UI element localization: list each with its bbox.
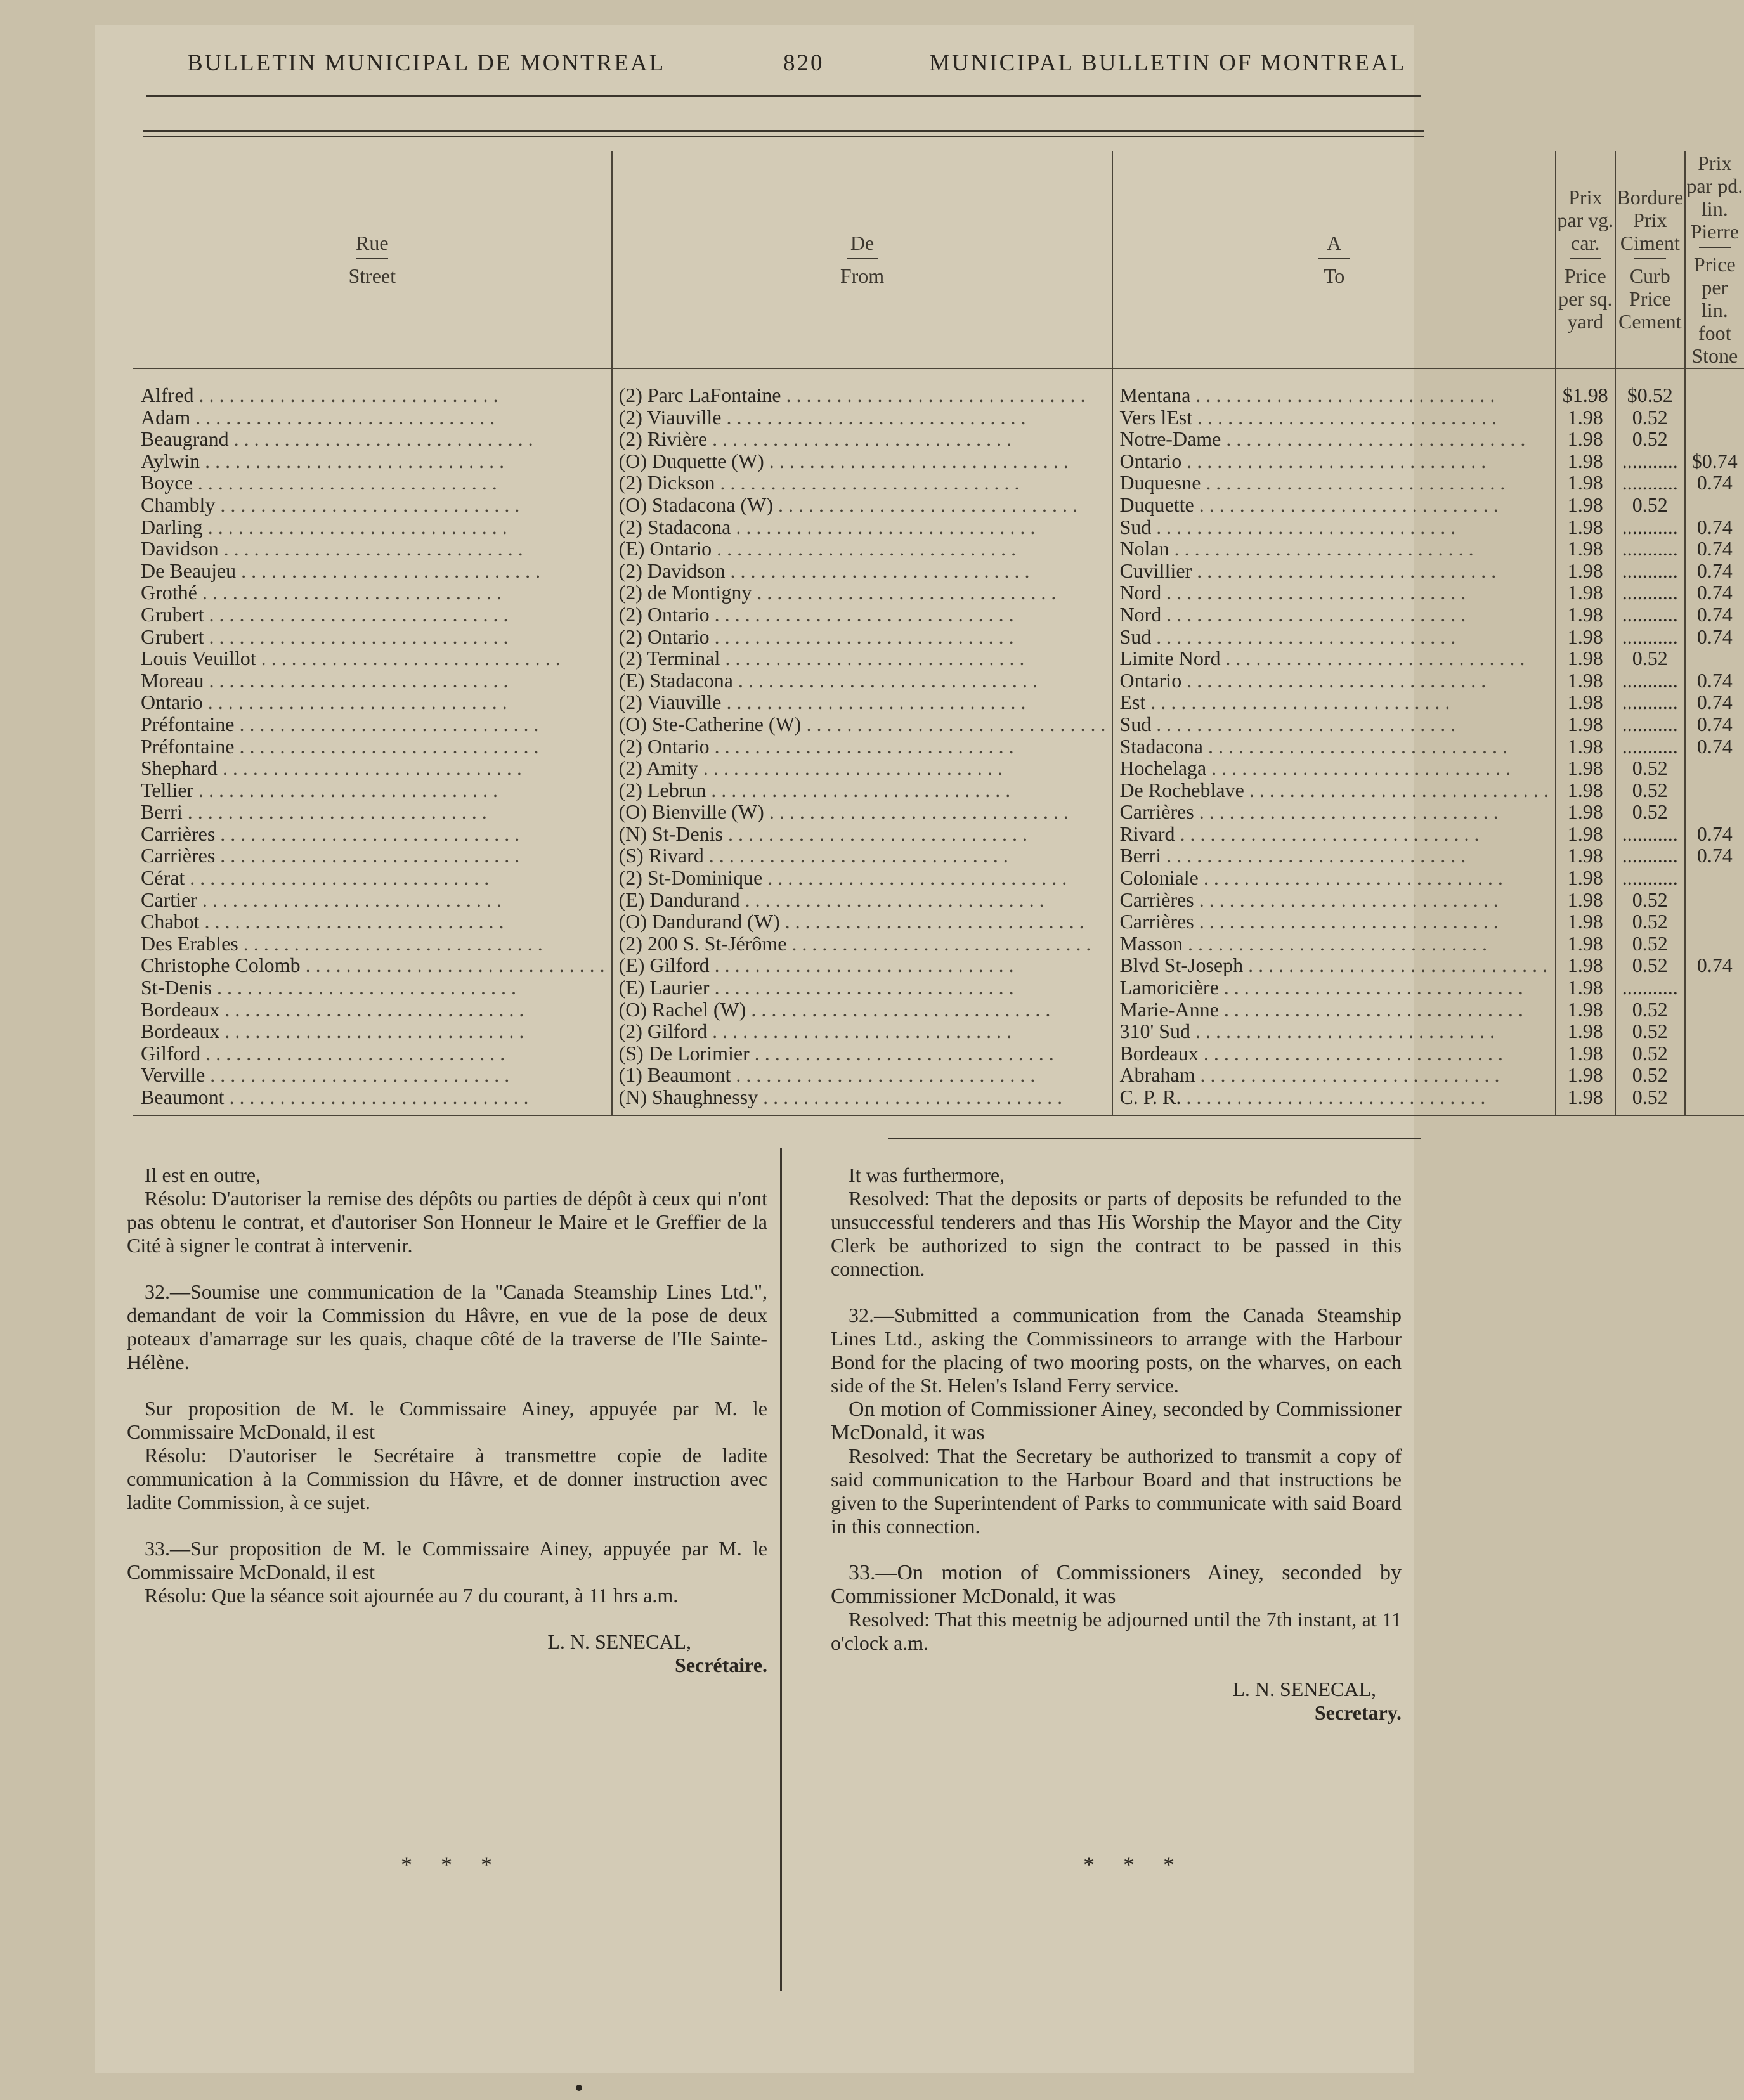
cell-price-sq-yard: 1.98 xyxy=(1556,604,1615,626)
cell-from: (O) Rachel (W) . . . xyxy=(612,999,1113,1021)
cell-stone-price: 0.74 xyxy=(1685,472,1744,494)
cell-street: Carrières . . . xyxy=(133,845,612,867)
column-header-to: A To xyxy=(1112,151,1555,368)
cell-curb-price: ........... xyxy=(1615,670,1685,692)
cell-stone-price: 0.74 xyxy=(1685,691,1744,713)
english-signature-title: Secretary. xyxy=(1314,1701,1402,1724)
cell-street: Des Erables . . . xyxy=(133,933,612,955)
cell-price-sq-yard: 1.98 xyxy=(1556,801,1615,823)
table-row xyxy=(133,670,1744,692)
cell-to: Est . . . xyxy=(1112,691,1555,713)
cell-street: Christophe Colomb . . . xyxy=(133,954,612,976)
cell-price-sq-yard: 1.98 xyxy=(1556,560,1615,582)
cell-to: Hochelaga . . . xyxy=(1112,757,1555,779)
french-paragraph-4: Sur proposition de M. le Commissaire Ainey, appuyée par M. le Commissaire McDonald, il est xyxy=(127,1397,767,1443)
price-table xyxy=(133,151,1744,1116)
cell-stone-price: 0.74 xyxy=(1685,581,1744,604)
cell-stone-price xyxy=(1685,867,1744,889)
cell-price-sq-yard: 1.98 xyxy=(1556,976,1615,999)
table-row xyxy=(133,845,1744,867)
cell-price-sq-yard: 1.98 xyxy=(1556,516,1615,538)
cell-stone-price xyxy=(1685,976,1744,999)
cell-street: Grothé . . . xyxy=(133,581,612,604)
english-paragraph-1: It was furthermore, xyxy=(849,1163,1005,1186)
cell-to: Ontario . . . xyxy=(1112,450,1555,472)
cell-from: (E) Stadacona . . . xyxy=(612,670,1113,692)
cell-to: Nord . . . xyxy=(1112,581,1555,604)
cell-to: Sud . . . xyxy=(1112,713,1555,736)
table-top-rule xyxy=(143,130,1424,132)
cell-to: Ontario . . . xyxy=(1112,670,1555,692)
cell-street: Bordeaux . . . xyxy=(133,1020,612,1042)
french-column xyxy=(127,1163,767,1677)
cell-from: (2) Ontario . . . xyxy=(612,626,1113,648)
cell-stone-price: 0.74 xyxy=(1685,823,1744,845)
table-row xyxy=(133,472,1744,494)
cell-to: C. P. R. . . . xyxy=(1112,1086,1555,1115)
cell-to: Blvd St-Joseph . . . xyxy=(1112,954,1555,976)
table-row xyxy=(133,1086,1744,1115)
cell-from: (2) Gilford . . . xyxy=(612,1020,1113,1042)
cell-stone-price: 0.74 xyxy=(1685,516,1744,538)
cell-from: (2) Parc LaFontaine . . . xyxy=(612,368,1113,406)
table-header-row xyxy=(133,151,1744,368)
cell-to: Sud . . . xyxy=(1112,626,1555,648)
cell-to: Limite Nord . . . xyxy=(1112,647,1555,670)
french-signature: L. N. SENECAL, xyxy=(547,1630,691,1653)
cell-curb-price: ........... xyxy=(1615,581,1685,604)
table-row xyxy=(133,999,1744,1021)
cell-from: (E) Laurier . . . xyxy=(612,976,1113,999)
english-paragraph-3: 32.—Submitted a communication from the Canada Steamship Lines Ltd., asking the Commissineors to arrange with the Harbour Bond for the placing of two mooring posts, on the wharves, on each side of the St. Helen's Island Ferry service. xyxy=(831,1304,1402,1397)
cell-price-sq-yard: 1.98 xyxy=(1556,647,1615,670)
cell-price-sq-yard: 1.98 xyxy=(1556,999,1615,1021)
cell-stone-price: 0.74 xyxy=(1685,670,1744,692)
cell-street: Shephard . . . xyxy=(133,757,612,779)
cell-stone-price: 0.74 xyxy=(1685,538,1744,560)
table-row xyxy=(133,954,1744,976)
cell-curb-price: ........... xyxy=(1615,823,1685,845)
english-paragraph-2: Resolved: That the deposits or parts of deposits be refunded to the unsuccessful tenderers and thas His Worship the Mayor and the City Clerk be authorized to sign the contract to be passed in this connection. xyxy=(831,1187,1402,1280)
page-number: 820 xyxy=(783,50,824,76)
cell-street: Préfontaine . . . xyxy=(133,736,612,758)
cell-from: (2) Viauville . . . xyxy=(612,406,1113,429)
french-paragraph-2: Résolu: D'autoriser la remise des dépôts ou parties de dépôt à ceux qui n'ont pas obtenu le contrat, et d'autoriser Son Honneur le Maire et le Greffier de la Cité à signer le contrat à intervenir. xyxy=(127,1187,767,1257)
cell-curb-price: ........... xyxy=(1615,845,1685,867)
cell-from: (2) Stadacona . . . xyxy=(612,516,1113,538)
header-title-english: MUNICIPAL BULLETIN OF MONTREAL xyxy=(929,50,1407,76)
cell-stone-price: 0.74 xyxy=(1685,604,1744,626)
cell-price-sq-yard: 1.98 xyxy=(1556,1064,1615,1086)
cell-stone-price xyxy=(1685,911,1744,933)
table-row xyxy=(133,647,1744,670)
cell-from: (2) Amity . . . xyxy=(612,757,1113,779)
cell-to: Notre-Dame . . . xyxy=(1112,428,1555,450)
cell-street: Préfontaine . . . xyxy=(133,713,612,736)
cell-street: Cérat . . . xyxy=(133,867,612,889)
cell-to: Coloniale . . . xyxy=(1112,867,1555,889)
page-dot xyxy=(576,2085,582,2091)
table-row xyxy=(133,450,1744,472)
cell-from: (O) Stadacona (W) . . . xyxy=(612,494,1113,516)
table-row xyxy=(133,604,1744,626)
cell-stone-price xyxy=(1685,494,1744,516)
cell-stone-price xyxy=(1685,933,1744,955)
cell-curb-price: ........... xyxy=(1615,976,1685,999)
cell-price-sq-yard: 1.98 xyxy=(1556,1086,1615,1115)
column-divider xyxy=(780,1148,782,1991)
cell-stone-price: 0.74 xyxy=(1685,845,1744,867)
cell-curb-price: 0.52 xyxy=(1615,999,1685,1021)
cell-from: (E) Ontario . . . xyxy=(612,538,1113,560)
cell-street: Adam . . . xyxy=(133,406,612,429)
table-row xyxy=(133,867,1744,889)
cell-from: (2) Ontario . . . xyxy=(612,736,1113,758)
cell-price-sq-yard: 1.98 xyxy=(1556,1042,1615,1065)
table-top-rule-2 xyxy=(143,136,1424,137)
cell-stone-price xyxy=(1685,406,1744,429)
cell-curb-price: 0.52 xyxy=(1615,428,1685,450)
cell-stone-price xyxy=(1685,1020,1744,1042)
table-row xyxy=(133,889,1744,911)
cell-stone-price xyxy=(1685,889,1744,911)
cell-from: (2) Terminal . . . xyxy=(612,647,1113,670)
table-row xyxy=(133,801,1744,823)
cell-from: (1) Beaumont . . . xyxy=(612,1064,1113,1086)
table-row xyxy=(133,1020,1744,1042)
english-column xyxy=(831,1163,1402,1725)
column-header-street: Rue Street xyxy=(133,151,612,368)
cell-street: Grubert . . . xyxy=(133,604,612,626)
cell-from: (2) Lebrun . . . xyxy=(612,779,1113,801)
cell-price-sq-yard: 1.98 xyxy=(1556,736,1615,758)
english-paragraph-4: On motion of Commissioner Ainey, seconded by Commissioner McDonald, it was xyxy=(831,1397,1402,1444)
cell-stone-price xyxy=(1685,1064,1744,1086)
french-paragraph-7: Résolu: Que la séance soit ajournée au 7 du courant, à 11 hrs a.m. xyxy=(145,1584,679,1607)
cell-from: (S) De Lorimier . . . xyxy=(612,1042,1113,1065)
cell-price-sq-yard: 1.98 xyxy=(1556,889,1615,911)
header-title-french: BULLETIN MUNICIPAL DE MONTREAL xyxy=(187,50,666,76)
cell-curb-price: ........... xyxy=(1615,626,1685,648)
cell-price-sq-yard: 1.98 xyxy=(1556,450,1615,472)
cell-stone-price xyxy=(1685,757,1744,779)
cell-street: Alfred . . . xyxy=(133,368,612,406)
cell-from: (O) Ste-Catherine (W) . . . xyxy=(612,713,1113,736)
cell-street: Berri . . . xyxy=(133,801,612,823)
cell-curb-price: 0.52 xyxy=(1615,757,1685,779)
cell-from: (E) Gilford . . . xyxy=(612,954,1113,976)
french-section-stars: * * * xyxy=(401,1852,504,1877)
cell-to: Carrières . . . xyxy=(1112,801,1555,823)
table-bottom-rule xyxy=(888,1138,1421,1139)
english-signature: L. N. SENECAL, xyxy=(1232,1678,1376,1701)
cell-price-sq-yard: 1.98 xyxy=(1556,691,1615,713)
cell-to: Duquette . . . xyxy=(1112,494,1555,516)
cell-to: Berri . . . xyxy=(1112,845,1555,867)
table-row xyxy=(133,406,1744,429)
cell-street: Chabot . . . xyxy=(133,911,612,933)
table-row xyxy=(133,691,1744,713)
cell-street: Carrières . . . xyxy=(133,823,612,845)
cell-to: Rivard . . . xyxy=(1112,823,1555,845)
cell-to: Masson . . . xyxy=(1112,933,1555,955)
cell-stone-price xyxy=(1685,368,1744,406)
cell-from: (2) de Montigny . . . xyxy=(612,581,1113,604)
cell-from: (2) St-Dominique . . . xyxy=(612,867,1113,889)
table-row xyxy=(133,516,1744,538)
cell-price-sq-yard: $1.98 xyxy=(1556,368,1615,406)
cell-from: (2) Dickson . . . xyxy=(612,472,1113,494)
cell-street: Aylwin . . . xyxy=(133,450,612,472)
cell-curb-price: ........... xyxy=(1615,560,1685,582)
table-row xyxy=(133,494,1744,516)
cell-street: Gilford . . . xyxy=(133,1042,612,1065)
french-paragraph-6: 33.—Sur proposition de M. le Commissaire Ainey, appuyée par M. le Commissaire McDonald, il est xyxy=(127,1537,767,1583)
cell-from: (O) Dandurand (W) . . . xyxy=(612,911,1113,933)
cell-from: (O) Duquette (W) . . . xyxy=(612,450,1113,472)
french-paragraph-5: Résolu: D'autoriser le Secrétaire à transmettre copie de ladite communication à la Commission du Hâvre, et de donner instruction avec ladite Commission, à ce sujet. xyxy=(127,1444,767,1513)
cell-from: (E) Dandurand . . . xyxy=(612,889,1113,911)
cell-to: Marie-Anne . . . xyxy=(1112,999,1555,1021)
cell-curb-price: 0.52 xyxy=(1615,801,1685,823)
cell-curb-price: 0.52 xyxy=(1615,494,1685,516)
cell-street: Grubert . . . xyxy=(133,626,612,648)
cell-from: (N) St-Denis . . . xyxy=(612,823,1113,845)
cell-to: Sud . . . xyxy=(1112,516,1555,538)
cell-price-sq-yard: 1.98 xyxy=(1556,581,1615,604)
english-paragraph-7: Resolved: That this meetnig be adjourned until the 7th instant, at 11 o'clock a.m. xyxy=(831,1608,1402,1654)
cell-from: (O) Bienville (W) . . . xyxy=(612,801,1113,823)
cell-stone-price: 0.74 xyxy=(1685,736,1744,758)
column-header-from: De From xyxy=(612,151,1113,368)
english-paragraph-6: 33.—On motion of Commissioners Ainey, seconded by Commissioner McDonald, it was xyxy=(831,1561,1402,1608)
cell-stone-price: 0.74 xyxy=(1685,626,1744,648)
cell-curb-price: 0.52 xyxy=(1615,933,1685,955)
cell-curb-price: 0.52 xyxy=(1615,1064,1685,1086)
french-paragraph-3: 32.—Soumise une communication de la "Canada Steamship Lines Ltd.", demandant de voir la Commission du Hâvre, en vue de la pose de deux poteaux d'amarrage sur les quais, chaque côté de la traverse de l'Ile Sainte-Hélène. xyxy=(127,1280,767,1373)
cell-to: Bordeaux . . . xyxy=(1112,1042,1555,1065)
cell-street: Beaumont . . . xyxy=(133,1086,612,1115)
cell-price-sq-yard: 1.98 xyxy=(1556,472,1615,494)
cell-stone-price: 0.74 xyxy=(1685,954,1744,976)
cell-to: Mentana . . . xyxy=(1112,368,1555,406)
cell-curb-price: $0.52 xyxy=(1615,368,1685,406)
cell-curb-price: 0.52 xyxy=(1615,954,1685,976)
cell-street: Ontario . . . xyxy=(133,691,612,713)
cell-price-sq-yard: 1.98 xyxy=(1556,911,1615,933)
cell-to: Duquesne . . . xyxy=(1112,472,1555,494)
cell-curb-price: 0.52 xyxy=(1615,647,1685,670)
cell-street: Chambly . . . xyxy=(133,494,612,516)
cell-street: Bordeaux . . . xyxy=(133,999,612,1021)
cell-stone-price xyxy=(1685,1042,1744,1065)
cell-from: (2) Rivière . . . xyxy=(612,428,1113,450)
cell-stone-price: 0.74 xyxy=(1685,560,1744,582)
cell-street: Beaugrand . . . xyxy=(133,428,612,450)
cell-price-sq-yard: 1.98 xyxy=(1556,779,1615,801)
cell-street: Davidson . . . xyxy=(133,538,612,560)
cell-price-sq-yard: 1.98 xyxy=(1556,626,1615,648)
cell-to: Nolan . . . xyxy=(1112,538,1555,560)
cell-from: (2) 200 S. St-Jérôme . . . xyxy=(612,933,1113,955)
cell-from: (N) Shaughnessy . . . xyxy=(612,1086,1113,1115)
table-row xyxy=(133,560,1744,582)
cell-curb-price: ........... xyxy=(1615,691,1685,713)
table-row xyxy=(133,538,1744,560)
cell-curb-price: ........... xyxy=(1615,538,1685,560)
cell-to: Abraham . . . xyxy=(1112,1064,1555,1086)
cell-price-sq-yard: 1.98 xyxy=(1556,406,1615,429)
cell-to: Stadacona . . . xyxy=(1112,736,1555,758)
table-body xyxy=(133,368,1744,1115)
cell-stone-price xyxy=(1685,779,1744,801)
table-row xyxy=(133,757,1744,779)
cell-price-sq-yard: 1.98 xyxy=(1556,538,1615,560)
english-paragraph-5: Resolved: That the Secretary be authorized to transmit a copy of said communication to the Harbour Board and that instructions be given to the Superintendent of Parks to communicate with said Board in this connection. xyxy=(831,1444,1402,1538)
table-row xyxy=(133,976,1744,999)
table-row xyxy=(133,1042,1744,1065)
table-row xyxy=(133,911,1744,933)
cell-curb-price: 0.52 xyxy=(1615,1020,1685,1042)
cell-stone-price: $0.74 xyxy=(1685,450,1744,472)
cell-to: Vers lEst . . . xyxy=(1112,406,1555,429)
cell-curb-price: 0.52 xyxy=(1615,1086,1685,1115)
cell-curb-price: ........... xyxy=(1615,736,1685,758)
cell-stone-price xyxy=(1685,428,1744,450)
cell-street: Cartier . . . xyxy=(133,889,612,911)
cell-street: De Beaujeu . . . xyxy=(133,560,612,582)
table-row xyxy=(133,368,1744,406)
cell-price-sq-yard: 1.98 xyxy=(1556,428,1615,450)
table-row xyxy=(133,581,1744,604)
cell-stone-price xyxy=(1685,999,1744,1021)
cell-from: (2) Ontario . . . xyxy=(612,604,1113,626)
cell-price-sq-yard: 1.98 xyxy=(1556,713,1615,736)
cell-street: Louis Veuillot . . . xyxy=(133,647,612,670)
cell-price-sq-yard: 1.98 xyxy=(1556,494,1615,516)
cell-to: Carrières . . . xyxy=(1112,911,1555,933)
cell-curb-price: 0.52 xyxy=(1615,406,1685,429)
cell-curb-price: ........... xyxy=(1615,713,1685,736)
cell-street: Tellier . . . xyxy=(133,779,612,801)
column-header-stone-price: Prix par pd. lin. Pierre Price per lin. foot Stone xyxy=(1685,151,1744,368)
column-header-curb-price: Bordure Prix Ciment Curb Price Cement xyxy=(1615,151,1685,368)
cell-curb-price: 0.52 xyxy=(1615,889,1685,911)
cell-price-sq-yard: 1.98 xyxy=(1556,670,1615,692)
cell-price-sq-yard: 1.98 xyxy=(1556,757,1615,779)
english-section-stars: * * * xyxy=(1083,1852,1186,1877)
table-row xyxy=(133,779,1744,801)
table-row xyxy=(133,823,1744,845)
cell-price-sq-yard: 1.98 xyxy=(1556,954,1615,976)
table-row xyxy=(133,933,1744,955)
table-row xyxy=(133,713,1744,736)
cell-street: Darling . . . xyxy=(133,516,612,538)
cell-from: (2) Viauville . . . xyxy=(612,691,1113,713)
table-row xyxy=(133,626,1744,648)
cell-curb-price: ........... xyxy=(1615,450,1685,472)
cell-to: Carrières . . . xyxy=(1112,889,1555,911)
cell-street: Moreau . . . xyxy=(133,670,612,692)
cell-price-sq-yard: 1.98 xyxy=(1556,933,1615,955)
cell-street: St-Denis . . . xyxy=(133,976,612,999)
cell-to: Cuvillier . . . xyxy=(1112,560,1555,582)
cell-stone-price: 0.74 xyxy=(1685,713,1744,736)
header-rule xyxy=(146,95,1421,97)
cell-price-sq-yard: 1.98 xyxy=(1556,845,1615,867)
cell-to: Nord . . . xyxy=(1112,604,1555,626)
cell-street: Boyce . . . xyxy=(133,472,612,494)
cell-curb-price: 0.52 xyxy=(1615,1042,1685,1065)
cell-curb-price: ........... xyxy=(1615,516,1685,538)
cell-curb-price: ........... xyxy=(1615,604,1685,626)
cell-to: Lamoricière . . . xyxy=(1112,976,1555,999)
cell-price-sq-yard: 1.98 xyxy=(1556,1020,1615,1042)
cell-to: De Rocheblave . . . xyxy=(1112,779,1555,801)
table-row xyxy=(133,1064,1744,1086)
cell-stone-price xyxy=(1685,647,1744,670)
cell-to: 310' Sud . . . xyxy=(1112,1020,1555,1042)
french-signature-title: Secrétaire. xyxy=(675,1654,767,1676)
table-row xyxy=(133,736,1744,758)
cell-price-sq-yard: 1.98 xyxy=(1556,867,1615,889)
table-row xyxy=(133,428,1744,450)
cell-curb-price: 0.52 xyxy=(1615,779,1685,801)
cell-stone-price xyxy=(1685,801,1744,823)
cell-curb-price: ........... xyxy=(1615,867,1685,889)
cell-curb-price: ........... xyxy=(1615,472,1685,494)
french-paragraph-1: Il est en outre, xyxy=(145,1163,261,1186)
column-header-price-sq-yard: Prix par vg. car. Price per sq. yard xyxy=(1556,151,1615,368)
page-header xyxy=(187,49,1405,88)
cell-from: (2) Davidson . . . xyxy=(612,560,1113,582)
cell-curb-price: 0.52 xyxy=(1615,911,1685,933)
cell-price-sq-yard: 1.98 xyxy=(1556,823,1615,845)
cell-from: (S) Rivard . . . xyxy=(612,845,1113,867)
cell-street: Verville . . . xyxy=(133,1064,612,1086)
cell-stone-price xyxy=(1685,1086,1744,1115)
